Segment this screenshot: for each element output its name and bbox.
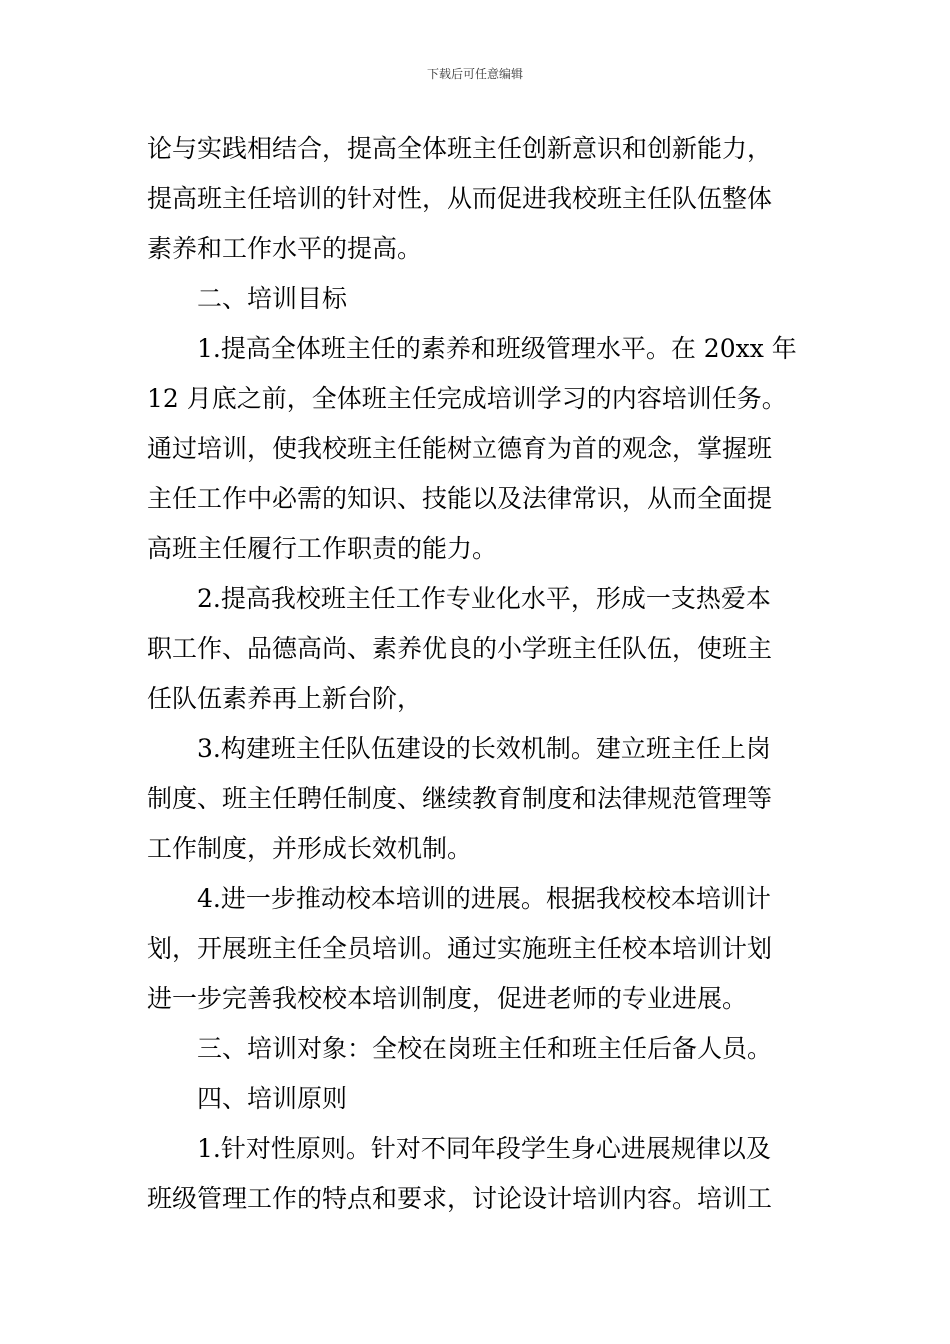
text-line: 职工作、品德高尚、素养优良的小学班主任队伍，使班主 [147,634,773,663]
section-heading: 二、培训目标 [197,284,348,313]
section-heading: 四、培训原则 [197,1084,348,1113]
text-line: 2.提高我校班主任工作专业化水平，形成一支热爱本 [197,584,771,613]
text-line: 任队伍素养再上新台阶， [147,684,423,713]
text-line: 通过培训，使我校班主任能树立德育为首的观念，掌握班 [147,434,773,463]
text-line: 制度、班主任聘任制度、继续教育制度和法律规范管理等 [147,784,773,813]
text-line: 3.构建班主任队伍建设的长效机制。建立班主任上岗 [197,734,771,763]
text-line: 划，开展班主任全员培训。通过实施班主任校本培训计划 [147,934,773,963]
page-header: 下载后可任意编辑 [426,67,523,81]
text-line: 1.针对性原则。针对不同年段学生身心进展规律以及 [197,1134,771,1163]
text-line: 提高班主任培训的针对性，从而促进我校班主任队伍整体 [147,184,773,213]
text-line: 工作制度，并形成长效机制。 [147,834,473,863]
text-line: 4.进一步推动校本培训的进展。根据我校校本培训计 [197,884,771,913]
document-body [147,124,812,1224]
text-line: 班级管理工作的特点和要求，讨论设计培训内容。培训工 [147,1184,773,1213]
text-line: 素养和工作水平的提高。 [147,234,423,263]
section-heading: 三、培训对象：全校在岗班主任和班主任后备人员。 [197,1034,773,1063]
text-line: 主任工作中必需的知识、技能以及法律常识，从而全面提 [147,484,773,513]
text-line: 进一步完善我校校本培训制度，促进老师的专业进展。 [147,984,748,1013]
text-line: 高班主任履行工作职责的能力。 [147,534,498,563]
text-line: 论与实践相结合，提高全体班主任创新意识和创新能力， [147,134,773,163]
text-line: 1.提高全体班主任的素养和班级管理水平。在 20xx 年 [197,334,797,363]
text-line: 12 月底之前，全体班主任完成培训学习的内容培训任务。 [147,384,787,413]
